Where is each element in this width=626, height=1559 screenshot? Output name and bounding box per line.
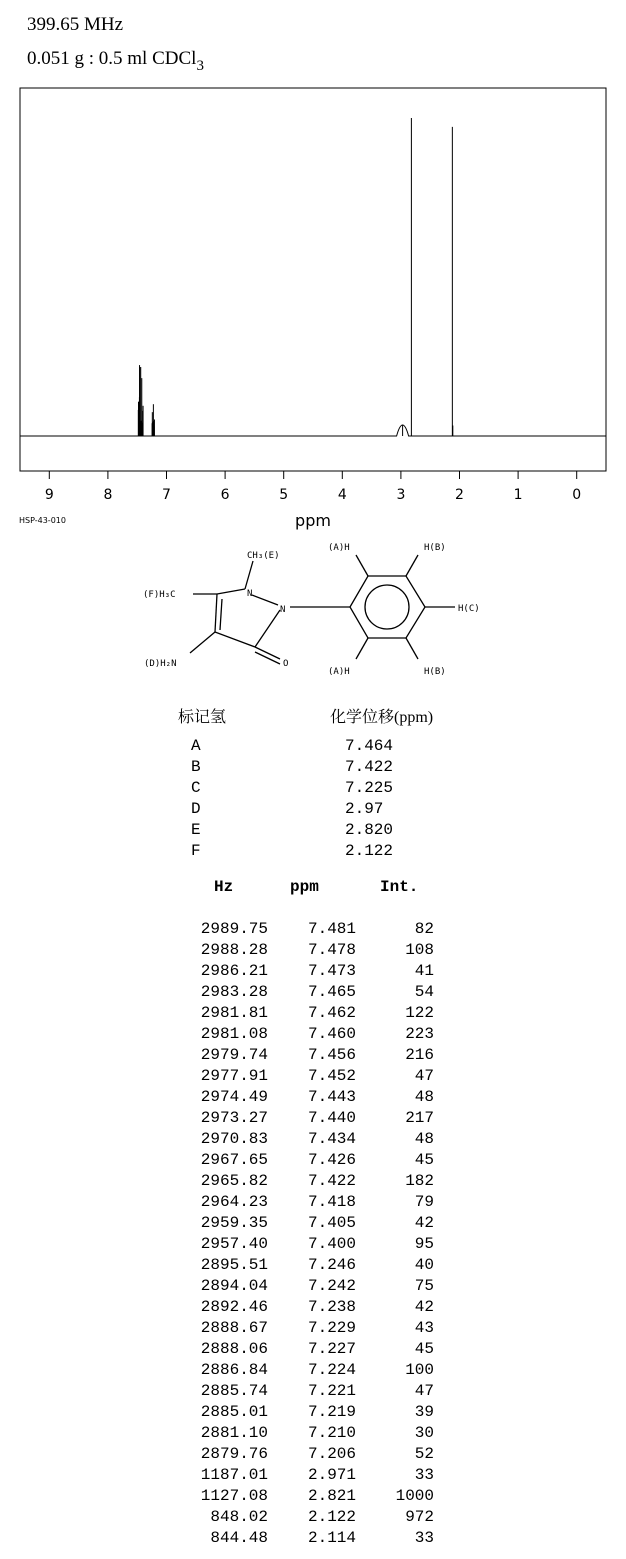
- peak-header-ppm: ppm: [290, 878, 319, 896]
- peak-ppm: 7.227: [307, 1340, 356, 1358]
- peak-ppm: 7.229: [307, 1319, 356, 1337]
- peak-int: 1000: [395, 1487, 434, 1505]
- peak-hz: 2886.84: [200, 1361, 268, 1379]
- x-tick-label: 8: [103, 487, 113, 503]
- table-row: [150, 1277, 440, 1298]
- peak-hz: 2967.65: [200, 1151, 268, 1169]
- table-row: [150, 1424, 440, 1445]
- peak-hz: 2988.28: [200, 941, 268, 959]
- x-tick-label: 5: [279, 487, 289, 503]
- sample-subscript: 3: [196, 58, 204, 74]
- table-row: [150, 1256, 440, 1277]
- table-row: [150, 1109, 440, 1130]
- peak-ppm: 7.242: [307, 1277, 356, 1295]
- assignment-shift: 7.225: [345, 779, 394, 797]
- peak-hz: 2981.08: [200, 1025, 268, 1043]
- table-row: [150, 1214, 440, 1235]
- peak-hz: 2894.04: [200, 1277, 268, 1295]
- x-tick-label: 4: [337, 487, 347, 503]
- peak-ppm: 7.456: [307, 1046, 356, 1064]
- table-row: [150, 920, 440, 941]
- molecule-bonds: [190, 555, 455, 664]
- peak-ppm: 7.405: [307, 1214, 356, 1232]
- assignment-header-label: 标记氢: [178, 709, 227, 726]
- peak-hz: 2888.06: [200, 1340, 268, 1358]
- peak-int: 79: [414, 1193, 434, 1211]
- table-row: [150, 1151, 440, 1172]
- peak-int: 95: [414, 1235, 434, 1253]
- nmr-spectrum-chart: [0, 80, 626, 530]
- peak-int: 216: [405, 1046, 434, 1064]
- x-tick-label: 9: [44, 487, 54, 503]
- table-row: [150, 1403, 440, 1424]
- peak-ppm: 2.114: [307, 1529, 356, 1547]
- table-row: [150, 983, 440, 1004]
- peak-hz: 1127.08: [200, 1487, 268, 1505]
- peak-int: 52: [414, 1445, 434, 1463]
- sample-description: [27, 48, 204, 75]
- peak-ppm: 7.426: [307, 1151, 356, 1169]
- peak-hz: 2892.46: [200, 1298, 268, 1316]
- peak-int: 33: [414, 1466, 434, 1484]
- assignment-shift: 7.422: [345, 758, 394, 776]
- assignment-label: B: [191, 758, 201, 776]
- peak-int: 40: [414, 1256, 434, 1274]
- peak-hz: 2989.75: [200, 920, 268, 938]
- peak-hz: 2957.40: [200, 1235, 268, 1253]
- peak-int: 217: [405, 1109, 434, 1127]
- peak-int: 100: [405, 1361, 434, 1379]
- peak-int: 82: [414, 920, 434, 938]
- label-oxygen: O: [283, 659, 289, 669]
- peak-hz: 2959.35: [200, 1214, 268, 1232]
- table-row: [150, 1130, 440, 1151]
- peak-int: 39: [414, 1403, 434, 1421]
- table-row: [150, 1172, 440, 1193]
- peak-int: 45: [414, 1340, 434, 1358]
- peak-ppm: 7.246: [307, 1256, 356, 1274]
- peak-int: 45: [414, 1151, 434, 1169]
- x-tick-label: 1: [513, 487, 523, 503]
- table-row: [150, 1067, 440, 1088]
- x-axis-ticks: [49, 471, 576, 479]
- assignment-label: A: [191, 737, 201, 755]
- peak-int: 122: [405, 1004, 434, 1022]
- peak-group: [138, 118, 453, 436]
- peak-int: 42: [414, 1298, 434, 1316]
- assignment-shift: 7.464: [345, 737, 394, 755]
- table-row: [150, 1088, 440, 1109]
- spectrometer-frequency: 399.65 MHz: [27, 14, 124, 35]
- peak-int: 223: [405, 1025, 434, 1043]
- peak-int: 41: [414, 962, 434, 980]
- peak-hz: 1187.01: [200, 1466, 268, 1484]
- peak-hz: 844.48: [210, 1529, 268, 1547]
- table-row: [150, 1466, 440, 1487]
- peak-hz: 2979.74: [200, 1046, 268, 1064]
- peak-int: 47: [414, 1067, 434, 1085]
- peak-hz: 2986.21: [200, 962, 268, 980]
- table-row: [150, 1340, 440, 1361]
- peak-int: 47: [414, 1382, 434, 1400]
- peak-int: 48: [414, 1088, 434, 1106]
- label-h-b-bottom: H(B): [424, 667, 446, 677]
- peak-ppm: 7.210: [307, 1424, 356, 1442]
- spectrum-code: HSP-43-010: [19, 516, 66, 525]
- table-row: [150, 1046, 440, 1067]
- peak-hz: 2970.83: [200, 1130, 268, 1148]
- peak-ppm: 7.221: [307, 1382, 356, 1400]
- table-row: [150, 1319, 440, 1340]
- peak-ppm: 7.238: [307, 1298, 356, 1316]
- peak-int: 54: [414, 983, 434, 1001]
- table-row: [150, 1298, 440, 1319]
- peak-hz: 2965.82: [200, 1172, 268, 1190]
- peak-hz: 2977.91: [200, 1067, 268, 1085]
- label-methyl-f: (F)H₃C: [143, 590, 176, 600]
- plot-frame: [20, 88, 606, 471]
- peak-header-int: Int.: [380, 878, 419, 896]
- peak-int: 48: [414, 1130, 434, 1148]
- peak-ppm: 7.206: [307, 1445, 356, 1463]
- label-n2: N: [280, 605, 286, 615]
- table-row: [150, 962, 440, 983]
- peak-ppm: 7.465: [307, 983, 356, 1001]
- peak-hz: 848.02: [210, 1508, 268, 1526]
- table-row: [150, 1235, 440, 1256]
- peak-int: 108: [405, 941, 434, 959]
- peak-ppm: 7.418: [307, 1193, 356, 1211]
- table-row: [150, 1361, 440, 1382]
- peak-ppm: 2.821: [307, 1487, 356, 1505]
- assignment-header-shift: 化学位移(ppm): [330, 709, 434, 726]
- x-tick-label: 7: [162, 487, 171, 503]
- peak-header-hz: Hz: [214, 878, 234, 896]
- peak-hz: 2974.49: [200, 1088, 268, 1106]
- peak-ppm: 7.462: [307, 1004, 356, 1022]
- x-tick-label: 3: [396, 487, 406, 503]
- assignment-label: C: [191, 779, 201, 797]
- peak-int: 75: [414, 1277, 434, 1295]
- peak-ppm: 7.422: [307, 1172, 356, 1190]
- label-h-a-bottom: (A)H: [328, 667, 350, 677]
- peak-ppm: 7.481: [307, 920, 356, 938]
- table-row: [150, 1487, 440, 1508]
- peak-ppm: 7.224: [307, 1361, 356, 1379]
- x-axis-tick-labels: [45, 487, 581, 503]
- peak-int: 30: [414, 1424, 434, 1442]
- table-row: [150, 1529, 440, 1550]
- table-row: [150, 1004, 440, 1025]
- assignment-label: E: [191, 821, 201, 839]
- peak-ppm: 7.478: [307, 941, 356, 959]
- peak-ppm: 7.452: [307, 1067, 356, 1085]
- table-row: [150, 941, 440, 962]
- x-tick-label: 2: [455, 487, 464, 503]
- peak-int: 972: [405, 1508, 434, 1526]
- peak-hz: 2885.74: [200, 1382, 268, 1400]
- peak-ppm: 7.443: [307, 1088, 356, 1106]
- peak-hz: 2881.10: [200, 1424, 268, 1442]
- assignment-shift: 2.97: [345, 800, 384, 818]
- peak-ppm: 7.473: [307, 962, 356, 980]
- peak-int: 182: [405, 1172, 434, 1190]
- peak-ppm: 7.460: [307, 1025, 356, 1043]
- peak-hz: 2879.76: [200, 1445, 268, 1463]
- table-row: [150, 1025, 440, 1046]
- peak-int: 33: [414, 1529, 434, 1547]
- spectrum-trace: [20, 425, 606, 436]
- assignment-label: D: [191, 800, 201, 818]
- x-tick-label: 6: [220, 487, 230, 503]
- peak-ppm: 7.400: [307, 1235, 356, 1253]
- table-row: [150, 1445, 440, 1466]
- label-amino-d: (D)H₂N: [144, 659, 177, 669]
- assignment-shift: 2.122: [345, 842, 394, 860]
- peak-hz: 2981.81: [200, 1004, 268, 1022]
- peak-hz: 2888.67: [200, 1319, 268, 1337]
- sample-text: 0.051 g : 0.5 ml CDCl: [27, 48, 197, 69]
- peak-int: 43: [414, 1319, 434, 1337]
- label-h-c: H(C): [458, 604, 480, 614]
- peak-ppm: 7.219: [307, 1403, 356, 1421]
- label-h-b-top: H(B): [424, 543, 446, 553]
- assignment-label: F: [191, 842, 201, 860]
- table-row: [150, 1508, 440, 1529]
- table-row: [150, 1193, 440, 1214]
- table-row: [150, 1382, 440, 1403]
- x-axis-label: ppm: [295, 511, 331, 530]
- peak-ppm: 7.440: [307, 1109, 356, 1127]
- peak-hz: 2983.28: [200, 983, 268, 1001]
- peak-ppm: 7.434: [307, 1130, 356, 1148]
- peak-ppm: 2.122: [307, 1508, 356, 1526]
- assignment-shift: 2.820: [345, 821, 394, 839]
- label-n1: N: [247, 589, 253, 599]
- label-h-a-top: (A)H: [328, 543, 350, 553]
- peak-ppm: 2.971: [307, 1466, 356, 1484]
- peak-hz: 2885.01: [200, 1403, 268, 1421]
- molecule-structure: [130, 535, 510, 685]
- peak-hz: 2964.23: [200, 1193, 268, 1211]
- peak-hz: 2895.51: [200, 1256, 268, 1274]
- x-tick-label: 0: [572, 487, 582, 503]
- label-methyl-e: CH₃(E): [247, 551, 280, 561]
- peak-hz: 2973.27: [200, 1109, 268, 1127]
- peak-int: 42: [414, 1214, 434, 1232]
